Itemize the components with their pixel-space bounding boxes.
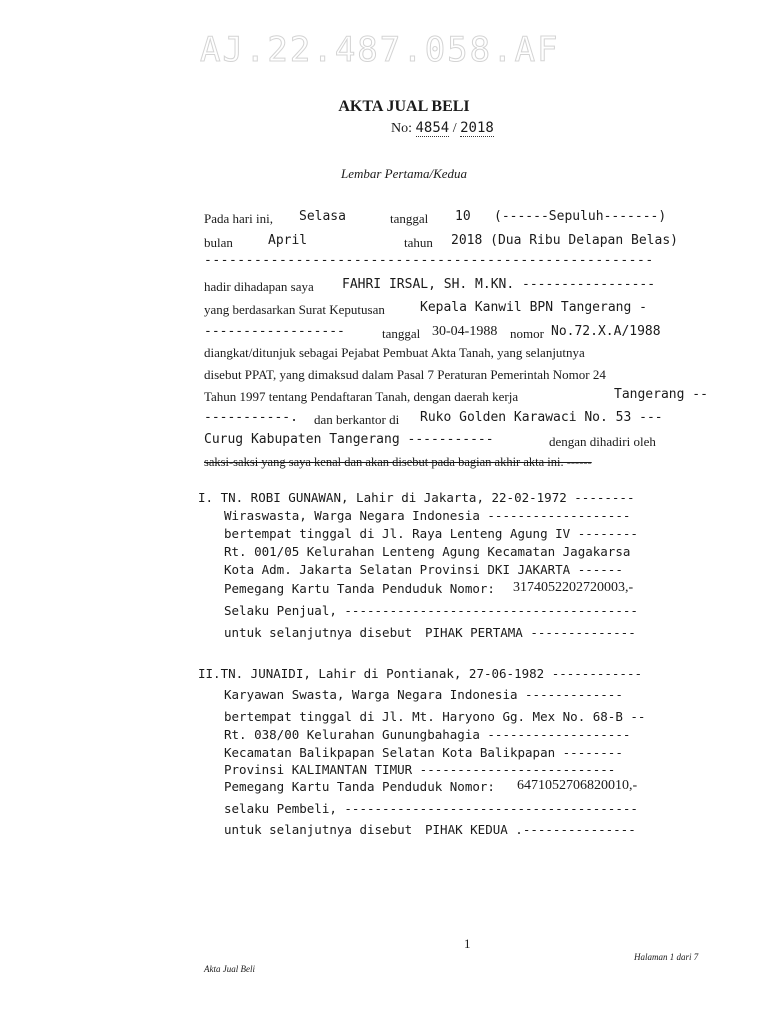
page-number: 1 [464, 936, 471, 951]
sk-tanggal-value: 30-04-1988 [432, 324, 498, 339]
bulan-label: bulan [204, 235, 233, 250]
number-value: 4854 [415, 120, 450, 136]
number-label: No: [391, 121, 412, 136]
party1-role: PIHAK PERTAMA -------------- [425, 625, 636, 640]
party2-role: PIHAK KEDUA .--------------- [425, 822, 636, 837]
footer-doc-title: Akta Jual Beli [204, 964, 255, 974]
pada-label: Pada hari ini, [204, 211, 273, 226]
party2-line-2: Karyawan Swasta, Warga Negara Indonesia ------------- [224, 687, 623, 702]
footer-page-count: Halaman 1 dari 7 [634, 952, 699, 962]
party2-line-6: Provinsi KALIMANTAN TIMUR -------------------------- [224, 762, 616, 777]
party2-line-9a: untuk selanjutnya disebut [224, 822, 413, 837]
number-separator: / [452, 121, 457, 136]
body-line-8b: dengan dihadiri oleh [549, 434, 656, 449]
document-title: AKTA JUAL BELI [338, 98, 470, 115]
party1-nik: 3174052202720003,- [513, 580, 634, 595]
body-line-1a: hadir dihadapan saya [204, 279, 314, 294]
daerah-kerja: Tangerang -- [614, 387, 708, 402]
header-rule: ------------------------------------------------------ [204, 253, 654, 268]
party2-line-3: bertempat tinggal di Jl. Mt. Haryono Gg. Mex No. 68-B -- [224, 709, 646, 724]
party1-line-7: Selaku Penjual, --------------------------------------- [224, 603, 638, 618]
party2-line-4: Rt. 038/00 Kelurahan Gunungbahagia ------------------- [224, 727, 631, 742]
body-line-6a: Tahun 1997 tentang Pendaftaran Tanah, dengan daerah kerja [204, 389, 519, 404]
document-number [391, 120, 494, 137]
party1-line-2: Wiraswasta, Warga Negara Indonesia ------------------- [224, 508, 631, 523]
sk-nomor-label: nomor [510, 326, 544, 341]
body-line-7b: dan berkantor di [314, 412, 400, 427]
tanggal-words: (------Sepuluh-------) [494, 209, 667, 224]
tahun-label: tahun [404, 235, 433, 250]
tanggal-label: tanggal [390, 211, 429, 226]
office-address: Ruko Golden Karawaci No. 53 --- [420, 410, 663, 425]
body-line-2a: yang berdasarkan Surat Keputusan [204, 302, 385, 317]
body-line-3a: ------------------ [204, 324, 345, 339]
party2-line-7a: Pemegang Kartu Tanda Penduduk Nomor: [224, 779, 495, 794]
party1-line-8a: untuk selanjutnya disebut [224, 625, 413, 640]
party1-line-6a: Pemegang Kartu Tanda Penduduk Nomor: [224, 581, 495, 596]
party1-line-5: Kota Adm. Jakarta Selatan Provinsi DKI JAKARTA ------ [224, 562, 623, 577]
party2-line-5: Kecamatan Balikpapan Selatan Kota Balikpapan -------- [224, 745, 623, 760]
serial-number: AJ.22.487.058.AF [200, 30, 560, 70]
party1-line-3: bertempat tinggal di Jl. Raya Lenteng Agung IV -------- [224, 526, 638, 541]
sk-authority: Kepala Kanwil BPN Tangerang - [420, 300, 647, 315]
party2-nik: 6471052706820010,- [517, 778, 638, 793]
bulan-value: April [268, 233, 308, 248]
tahun-value: 2018 (Dua Ribu Delapan Belas) [451, 233, 678, 248]
lembar-label: Lembar Pertama/Kedua [340, 166, 468, 181]
party2-line-8: selaku Pembeli, --------------------------------------- [224, 801, 638, 816]
body-line-9: saksi-saksi yang saya kenal dan akan disebut pada bagian akhir akta ini. ------ [204, 455, 592, 469]
office-city: Curug Kabupaten Tangerang ----------- [204, 432, 494, 447]
number-year: 2018 [460, 120, 494, 136]
party2-line-1: II.TN. JUNAIDI, Lahir di Pontianak, 27-06-1982 ------------ [198, 666, 643, 681]
body-line-5: disebut PPAT, yang dimaksud dalam Pasal 7 Peraturan Pemerintah Nomor 24 [204, 367, 606, 382]
body-line-7a: -----------. [204, 410, 298, 425]
party1-line-4: Rt. 001/05 Kelurahan Lenteng Agung Kecamatan Jagakarsa [224, 544, 631, 559]
hari-value: Selasa [299, 209, 346, 224]
tanggal-value: 10 [455, 209, 471, 224]
ppat-name: FAHRI IRSAL, SH. M.KN. ----------------- [342, 277, 656, 292]
party1-line-1: I. TN. ROBI GUNAWAN, Lahir di Jakarta, 22-02-1972 -------- [198, 490, 635, 505]
sk-tanggal-label: tanggal [382, 326, 421, 341]
sk-nomor-value: No.72.X.A/1988 [551, 324, 661, 339]
body-line-4: diangkat/ditunjuk sebagai Pejabat Pembuat Akta Tanah, yang selanjutnya [204, 345, 585, 360]
